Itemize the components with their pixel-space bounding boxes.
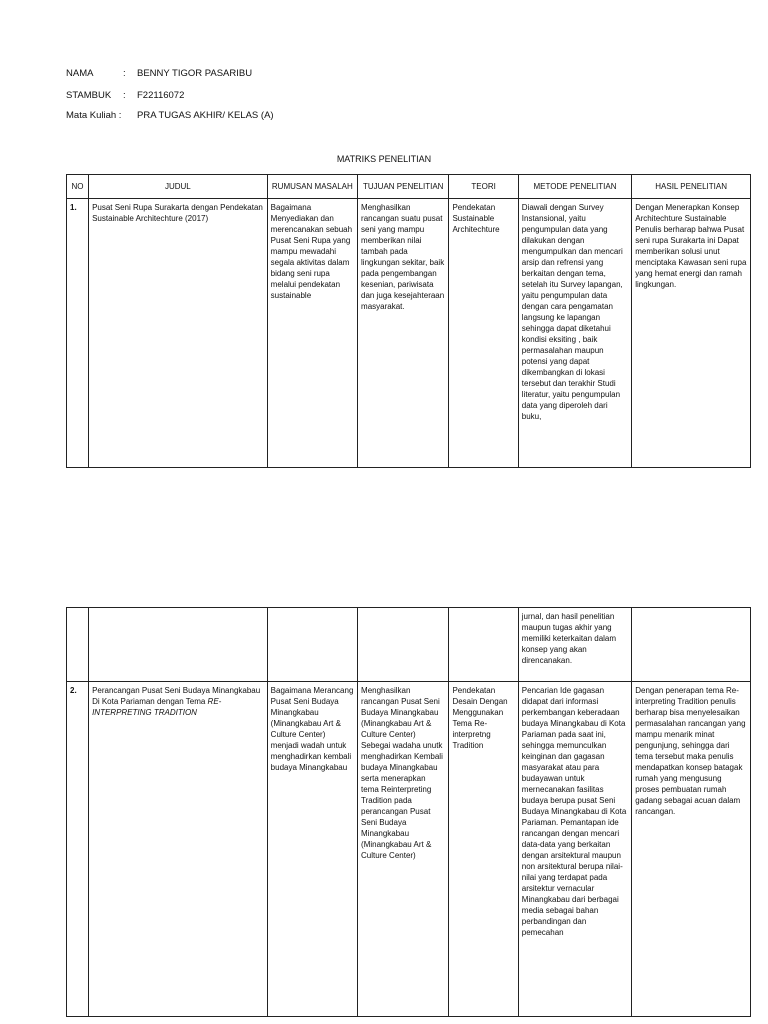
cell-teori bbox=[449, 608, 518, 682]
cell-tujuan bbox=[358, 608, 449, 682]
table-row bbox=[67, 199, 751, 468]
cell-rumusan bbox=[267, 608, 357, 682]
research-matrix-table bbox=[66, 174, 751, 468]
col-header-metode: METODE PENELITIAN bbox=[518, 175, 631, 199]
cell-tujuan: Menghasilkan rancangan Pusat Seni Budaya Minangkabau (Minangkabau Art & Culture Center) Sebegai wadaha unutk menghadirkan Kembali budaya Minangkabau serta menerapkan tema Reinterpreting Tradition pada perancangan Pusat Seni Budaya Minangkabau (Minangkabau Art & Culture Center) bbox=[358, 682, 449, 1017]
stambuk-value: F22116072 bbox=[137, 90, 185, 101]
header-nama bbox=[66, 68, 252, 79]
colon: : bbox=[123, 90, 126, 101]
header-mata-kuliah bbox=[66, 110, 274, 121]
table-row-continuation bbox=[67, 608, 751, 682]
cell-no: 1. bbox=[67, 199, 89, 468]
cell-no: 2. bbox=[67, 682, 89, 1017]
cell-metode: Pencarian Ide gagasan didapat dari informasi perkembangan keberadaan budaya Minangkabau di Kota Pariaman pada saat ini, sehingga memunculkan keinginan dan gagasan masyarakat atau para budayawan untuk mernecanakan fasilitas budaya berupa pusat Seni Budaya Minangkabau di Kota Pariaman. Pemantapan ide rancangan dengan mencari data-data yang berkaitan dengan arsitektural maupun non arsitektural berupa nilai-nilai yang terdapat pada arsitektur vernacular Minangkabau dari berbagai media sebagai bahan perbandingan dan pemecahan bbox=[518, 682, 631, 1017]
cell-metode: jurnal, dan hasil penelitian maupun tugas akhir yang memiliki keterkaitan dalam konsep yang akan direncanakan. bbox=[518, 608, 631, 682]
col-header-no: NO bbox=[67, 175, 89, 199]
page-title: MATRIKS PENELITIAN bbox=[336, 154, 432, 164]
cell-hasil: Dengan Menerapkan Konsep Architechture Sustainable Penulis berharap bahwa Pusat seni rupa Surakarta ini Dapat memberikan solusi unut menciptaka Kawasan seni rupa yang hemat energi dan ramah lingkungan. bbox=[632, 199, 751, 468]
research-matrix-table-continued bbox=[66, 607, 751, 1017]
cell-judul: Pusat Seni Rupa Surakarta dengan Pendekatan Sustainable Architechture (2017) bbox=[89, 199, 268, 468]
matkul-value: PRA TUGAS AKHIR/ KELAS (A) bbox=[137, 110, 274, 121]
cell-rumusan: Bagaimana Menyediakan dan merencanakan sebuah Pusat Seni Rupa yang mampu mewadahi segala aktivitas dalam bidang seni rupa melalui pendekatan sustainable bbox=[267, 199, 357, 468]
cell-judul bbox=[89, 682, 268, 1017]
cell-metode: Diawali dengan Survey Instansional, yaitu pengumpulan data yang dilakukan dengan mengumpulkan dan mencari arsip dan refrensi yang berkaitan dengan tema, setelah itu Survey lapangan, yaitu pengumpulan data dengan cara pengamatan langsung ke lapangan sehingga dapat diketahui kondisi eksiting , baik permasalahan maupun potensi yang dapat dikembangkan di lokasi tersebut dan terakhir Studi literatur, yaitu pengumpulan data yang diperoleh dari buku, bbox=[518, 199, 631, 468]
col-header-rumusan: RUMUSAN MASALAH bbox=[267, 175, 357, 199]
cell-hasil: Dengan penerapan tema Re-interpreting Tradition penulis berharap bisa menyelesaikan permasalahan rancangan yang mampu menarik minat pengunjung, sehingga dari tema tersebut maka penulis mendapatkan konsep batagak rumah yang mengusung proses pembuatan rumah gadang sebagai acuan dalam rancangan. bbox=[632, 682, 751, 1017]
cell-teori: Pendekatan Sustainable Architechture bbox=[449, 199, 518, 468]
nama-value: BENNY TIGOR PASARIBU bbox=[137, 68, 253, 79]
table-header-row bbox=[67, 175, 751, 199]
colon: : bbox=[123, 68, 126, 79]
cell-judul bbox=[89, 608, 268, 682]
cell-teori: Pendekatan Desain Dengan Menggunakan Tema Re-interpretng Tradition bbox=[449, 682, 518, 1017]
col-header-hasil: HASIL PENELITIAN bbox=[632, 175, 751, 199]
cell-tujuan: Menghasilkan rancangan suatu pusat seni yang mampu memberikan nilai tambah pada lingkungan sekitar, baik pada pengembangan kesenian, pariwisata dan juga kesejahteraan masyarakat. bbox=[358, 199, 449, 468]
judul-text: Perancangan Pusat Seni Budaya Minangkabau Di Kota Pariaman dengan Tema bbox=[92, 686, 261, 706]
stambuk-label: STAMBUK bbox=[66, 90, 112, 101]
cell-hasil bbox=[632, 608, 751, 682]
cell-no bbox=[67, 608, 89, 682]
cell-rumusan: Bagaimana Merancang Pusat Seni Budaya Minangkabau (Minangkabau Art & Culture Center) menjadi wadah untuk menghadirkan kembali budaya Minangkabau bbox=[267, 682, 357, 1017]
col-header-tujuan: TUJUAN PENELITIAN bbox=[358, 175, 449, 199]
col-header-teori: TEORI bbox=[449, 175, 518, 199]
judul-italic-text: RE-INTERPRETING TRADITION bbox=[92, 697, 222, 717]
table-row bbox=[67, 682, 751, 1017]
matkul-label: Mata Kuliah : bbox=[66, 110, 122, 121]
header-stambuk bbox=[66, 90, 184, 101]
nama-label: NAMA bbox=[66, 68, 94, 79]
col-header-judul: JUDUL bbox=[89, 175, 268, 199]
